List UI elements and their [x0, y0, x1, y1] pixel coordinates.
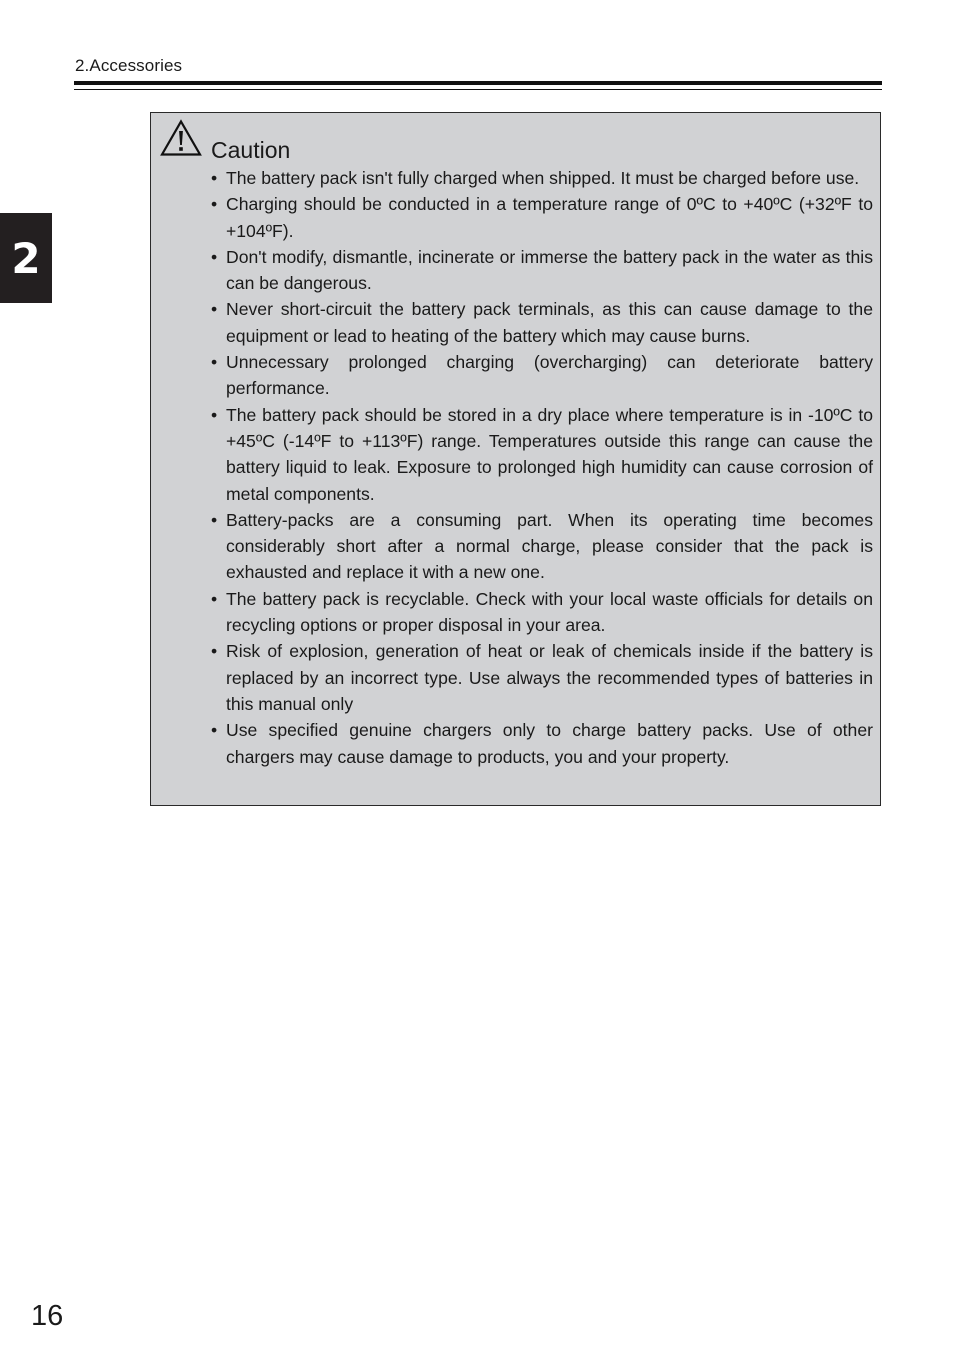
caution-item: [211, 349, 873, 402]
caution-item-text: The battery pack isn't fully charged when shipped. It must be charged before use.: [226, 168, 860, 188]
bullet: •: [211, 404, 218, 425]
page-number: 16: [31, 1300, 64, 1332]
caution-item: [211, 402, 873, 507]
caution-item: [211, 244, 873, 297]
bullet: •: [211, 641, 218, 662]
caution-list: [211, 165, 873, 770]
bullet: •: [211, 246, 218, 267]
caution-box: [150, 112, 881, 806]
caution-item-text: Battery-packs are a consuming part. When its operating time becomes considerably short after a normal charge, please consider that the pack is exhausted and replace it with a new one.: [226, 509, 873, 583]
caution-item-text: The battery pack should be stored in a dry place where temperature is in -10ºC to +45ºC (-14ºF to +113ºF) range. Temperatures outside this range can cause the battery liquid to leak. Exposure to prolonged high humidity can cause corrosion of metal components.: [226, 404, 873, 504]
caution-item-text: The battery pack is recyclable. Check with your local waste officials for details on recycling options or proper disposal in your area.: [226, 588, 873, 636]
caution-item: [211, 296, 873, 349]
caution-item-text: Never short-circuit the battery pack terminals, as this can cause damage to the equipment or lead to heating of the battery which may cause burns.: [226, 299, 873, 346]
bullet: •: [211, 509, 218, 530]
caution-item-text: Use specified genuine chargers only to charge battery packs. Use of other chargers may cause damage to products, you and your property.: [226, 720, 873, 767]
bullet: •: [211, 299, 218, 320]
caution-heading: [160, 119, 291, 163]
chapter-tab: [0, 213, 52, 303]
caution-item-text: Don't modify, dismantle, incinerate or immerse the battery pack in the water as this can be dangerous.: [226, 246, 873, 294]
caution-item: [211, 191, 873, 244]
warning-triangle-icon: [160, 119, 202, 157]
caution-item: [211, 507, 873, 586]
caution-item-text: Risk of explosion, generation of heat or leak of chemicals inside if the battery is replaced by an incorrect type. Use always the recommended types of batteries in this manual only: [226, 641, 873, 714]
caution-item: [211, 586, 873, 639]
running-header: 2.Accessories: [75, 56, 183, 75]
bullet: •: [211, 352, 218, 373]
caution-item-text: Unnecessary prolonged charging (overcharging) can deteriorate battery performance.: [226, 352, 873, 399]
bullet: •: [211, 588, 218, 609]
bullet: •: [211, 194, 218, 215]
bullet: •: [211, 168, 218, 188]
caution-item: [211, 165, 873, 191]
header-rule-thin: [74, 89, 882, 90]
header-rule-thick: [74, 81, 882, 85]
caution-title: Caution: [211, 137, 291, 163]
chapter-tab-number: 2: [11, 233, 41, 283]
caution-item: [211, 638, 873, 717]
caution-item-text: Charging should be conducted in a temperature range of 0ºC to +40ºC (+32ºF to +104ºF).: [226, 194, 873, 241]
bullet: •: [211, 720, 218, 741]
caution-item: [211, 717, 873, 770]
